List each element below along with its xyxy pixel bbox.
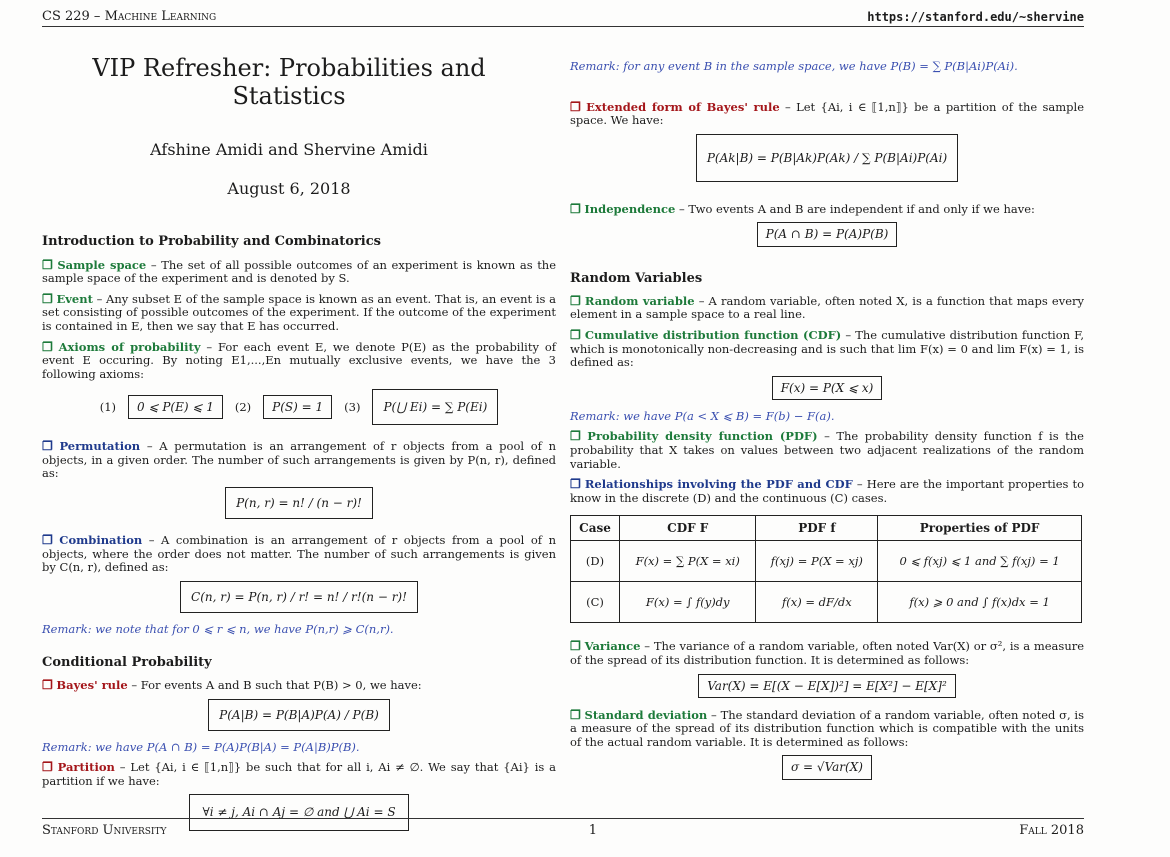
axioms-text: – For each event E, we denote P(E) as the probability of event E occuring. By noting E1,...,En mutually exclusive events, we have the 3 following axioms: — [42, 339, 556, 381]
checkbox-bullet-icon: ❐ — [42, 760, 53, 775]
cdf-paragraph — [570, 328, 1084, 370]
checkbox-bullet-icon: ❐ — [42, 257, 53, 272]
variance-paragraph — [570, 639, 1084, 667]
extended-bayes-formula: P(Ak|B) = P(B|Ak)P(Ak) / ∑ P(B|Ai)P(Ai) — [696, 134, 958, 182]
independence-text: – Two events A and B are independent if and only if we have: — [678, 201, 1035, 216]
checkbox-bullet-icon: ❐ — [570, 328, 581, 343]
event-paragraph — [42, 292, 556, 334]
section-heading-intro: Introduction to Probability and Combinatorics — [42, 234, 381, 250]
sample-space-text: – The set of all possible outcomes of an experiment is known as the sample space of the experiment and is denoted by S. — [42, 257, 557, 286]
left-column — [42, 50, 556, 841]
table-header-row — [571, 516, 1082, 541]
variance-formula-wrap — [570, 674, 1084, 698]
term-std: Standard deviation — [584, 707, 708, 722]
table-cell: 0 ⩽ f(xj) ⩽ 1 and ∑ f(xj) = 1 — [878, 541, 1082, 582]
permutation-formula: P(n, r) = n! / (n − r)! — [225, 487, 373, 519]
page-title: VIP Refresher: Probabilities and Statistics — [92, 54, 486, 111]
term-event: Event — [56, 291, 93, 306]
std-paragraph — [570, 708, 1084, 750]
combination-remark: Remark: we note that for 0 ⩽ r ⩽ n, we have P(n,r) ⩾ C(n,r). — [42, 622, 394, 637]
table-header-cdf: CDF F — [620, 516, 756, 541]
term-variance: Variance — [584, 639, 641, 654]
extended-bayes-paragraph — [570, 100, 1084, 128]
pdf-text: – The probability density function f is the probability that X takes on values between two adjacent realizations of the random variable. — [570, 429, 1084, 471]
random-variable-text: – A random variable, often noted X, is a function that maps every element in a sample space to a real line. — [570, 293, 1084, 322]
section-heading-conditional: Conditional Probability — [42, 654, 212, 670]
variance-text: – The variance of a random variable, often noted Var(X) or σ², is a measure of the spread of its distribution function. It is determined as follows: — [570, 639, 1085, 667]
permutation-text: – A permutation is an arrangement of r objects from a pool of n objects, in a given order. The number of such arrangements is given by P(n, r), defined as: — [42, 439, 556, 481]
event-text: – Any subset E of the sample space is known as an event. That is, an event is a set consisting of possible outcomes of the experiment. If the outcome of the experiment is contained in E, then we say that E has occurred. — [42, 291, 556, 333]
bayes-paragraph — [42, 678, 556, 693]
random-variable-paragraph — [570, 294, 1084, 322]
axiom-label-1: (1) — [99, 399, 117, 414]
pdf-paragraph — [570, 429, 1084, 471]
checkbox-bullet-icon: ❐ — [570, 99, 581, 114]
partition-remark: Remark: for any event B in the sample space, we have P(B) = ∑ P(B|Ai)P(Ai). — [570, 59, 1018, 73]
term-independence: Independence — [584, 201, 676, 216]
table-header-pdf: PDF f — [756, 516, 878, 541]
date: August 6, 2018 — [227, 178, 351, 198]
combination-text: – A combination is an arrangement of r objects from a pool of n objects, where the order does not matter. The number of such arrangements is given by C(n, r), defined as: — [42, 533, 556, 575]
extended-bayes-formula-wrap — [570, 134, 1084, 182]
axiom-formula-1: 0 ⩽ P(E) ⩽ 1 — [128, 395, 223, 419]
footer-institution: Stanford University — [42, 823, 167, 838]
variance-formula: Var(X) = E[(X − E[X])²] = E[X²] − E[X]² — [698, 674, 956, 698]
right-column — [570, 60, 1084, 790]
extended-bayes-text: – Let {Ai, i ∈ ⟦1,n⟧} be a partition of the sample space. We have: — [570, 99, 1085, 128]
axiom-label-2: (2) — [234, 399, 252, 414]
running-footer — [42, 818, 1084, 845]
checkbox-bullet-icon: ❐ — [42, 439, 53, 454]
checkbox-bullet-icon: ❐ — [42, 291, 53, 306]
term-axioms: Axioms of probability — [58, 339, 201, 354]
section-heading-random-variables: Random Variables — [570, 270, 703, 286]
axioms-paragraph — [42, 340, 556, 382]
term-cdf: Cumulative distribution function (CDF) — [584, 328, 842, 343]
table-cell: f(xj) = P(X = xj) — [756, 541, 878, 582]
term-random-variable: Random variable — [584, 293, 695, 308]
term-pdf: Probability density function (PDF) — [587, 429, 818, 444]
partition-formula: ∀i ≠ j, Ai ∩ Aj = ∅ and ⋃ Ai = S — [189, 794, 408, 830]
std-formula-wrap — [570, 755, 1084, 779]
footer-term: Fall 2018 — [1019, 823, 1084, 838]
combination-formula-wrap — [42, 581, 556, 613]
permutation-formula-wrap — [42, 487, 556, 519]
term-permutation: Permutation — [59, 439, 141, 454]
table-cell: F(x) = ∫ f(y)dy — [620, 582, 756, 623]
checkbox-bullet-icon: ❐ — [570, 293, 581, 308]
table-row — [571, 582, 1082, 623]
table-header-case: Case — [571, 516, 620, 541]
checkbox-bullet-icon: ❐ — [570, 429, 581, 444]
partition-text: – Let {Ai, i ∈ ⟦1,n⟧} be such that for all i, Ai ≠ ∅. We say that {Ai} is a partition if we have: — [42, 760, 557, 788]
std-formula: σ = √Var(X) — [782, 755, 872, 779]
axiom-formula-2: P(S) = 1 — [263, 395, 332, 419]
cdf-formula: F(x) = P(X ⩽ x) — [772, 376, 883, 400]
table-cell: f(x) ⩾ 0 and ∫ f(x)dx = 1 — [878, 582, 1082, 623]
checkbox-bullet-icon: ❐ — [570, 477, 581, 492]
sample-space-paragraph — [42, 258, 556, 286]
axiom-label-3: (3) — [344, 399, 361, 414]
cdf-remark: Remark: we have P(a < X ⩽ B) = F(b) − F(a). — [570, 408, 835, 423]
independence-formula-wrap — [570, 222, 1084, 246]
table-cell: (D) — [571, 541, 620, 582]
page-number: 1 — [588, 823, 597, 838]
term-sample-space: Sample space — [57, 257, 147, 272]
independence-formula: P(A ∩ B) = P(A)P(B) — [757, 222, 898, 246]
header-url[interactable]: https://stanford.edu/~shervine — [867, 9, 1084, 24]
term-combination: Combination — [59, 533, 143, 548]
checkbox-bullet-icon: ❐ — [42, 677, 53, 692]
cdf-text: – The cumulative distribution function F, which is monotonically non-decreasing and is such that lim F(x) = 0 and lim F(x) = 1, is defined as: — [570, 328, 1085, 370]
table-header-properties: Properties of PDF — [878, 516, 1082, 541]
independence-paragraph — [570, 202, 1084, 217]
checkbox-bullet-icon: ❐ — [42, 533, 53, 548]
std-text: – The standard deviation of a random variable, often noted σ, is a measure of the spread of its distribution function which is compatible with the units of the actual random variable. It is determined as follows: — [570, 707, 1084, 749]
table-cell: F(x) = ∑ P(X = xi) — [620, 541, 756, 582]
combination-formula: C(n, r) = P(n, r) / r! = n! / r!(n − r)! — [180, 581, 418, 613]
authors: Afshine Amidi and Shervine Amidi — [150, 139, 428, 159]
partition-paragraph — [42, 760, 556, 788]
term-partition: Partition — [57, 760, 115, 775]
combination-paragraph — [42, 533, 556, 575]
table-row — [571, 541, 1082, 582]
bayes-formula: P(A|B) = P(B|A)P(A) / P(B) — [208, 699, 390, 731]
bayes-formula-wrap — [42, 699, 556, 731]
relationships-text: – Here are the important properties to know in the discrete (D) and the continuous (C) cases. — [570, 477, 1085, 505]
course-name: CS 229 – Machine Learning — [42, 8, 217, 24]
table-cell: f(x) = dF/dx — [756, 582, 878, 623]
bayes-text: – For events A and B such that P(B) > 0, we have: — [131, 677, 422, 692]
checkbox-bullet-icon: ❐ — [42, 339, 53, 354]
permutation-paragraph — [42, 439, 556, 481]
term-extended-bayes: Extended form of Bayes' rule — [586, 99, 780, 114]
term-bayes: Bayes' rule — [56, 677, 128, 692]
checkbox-bullet-icon: ❐ — [570, 639, 581, 654]
checkbox-bullet-icon: ❐ — [570, 707, 581, 722]
bayes-remark: Remark: we have P(A ∩ B) = P(A)P(B|A) = P(A|B)P(B). — [42, 739, 360, 754]
pdf-cdf-table — [570, 515, 1082, 623]
checkbox-bullet-icon: ❐ — [570, 201, 581, 216]
cdf-formula-wrap — [570, 376, 1084, 400]
axiom-formula-3: P(⋃ Ei) = ∑ P(Ei) — [372, 389, 498, 425]
table-cell: (C) — [571, 582, 620, 623]
axioms-formulas — [42, 389, 556, 425]
running-header — [42, 4, 1084, 27]
term-relationships: Relationships involving the PDF and CDF — [584, 477, 853, 492]
relationships-paragraph — [570, 477, 1084, 505]
